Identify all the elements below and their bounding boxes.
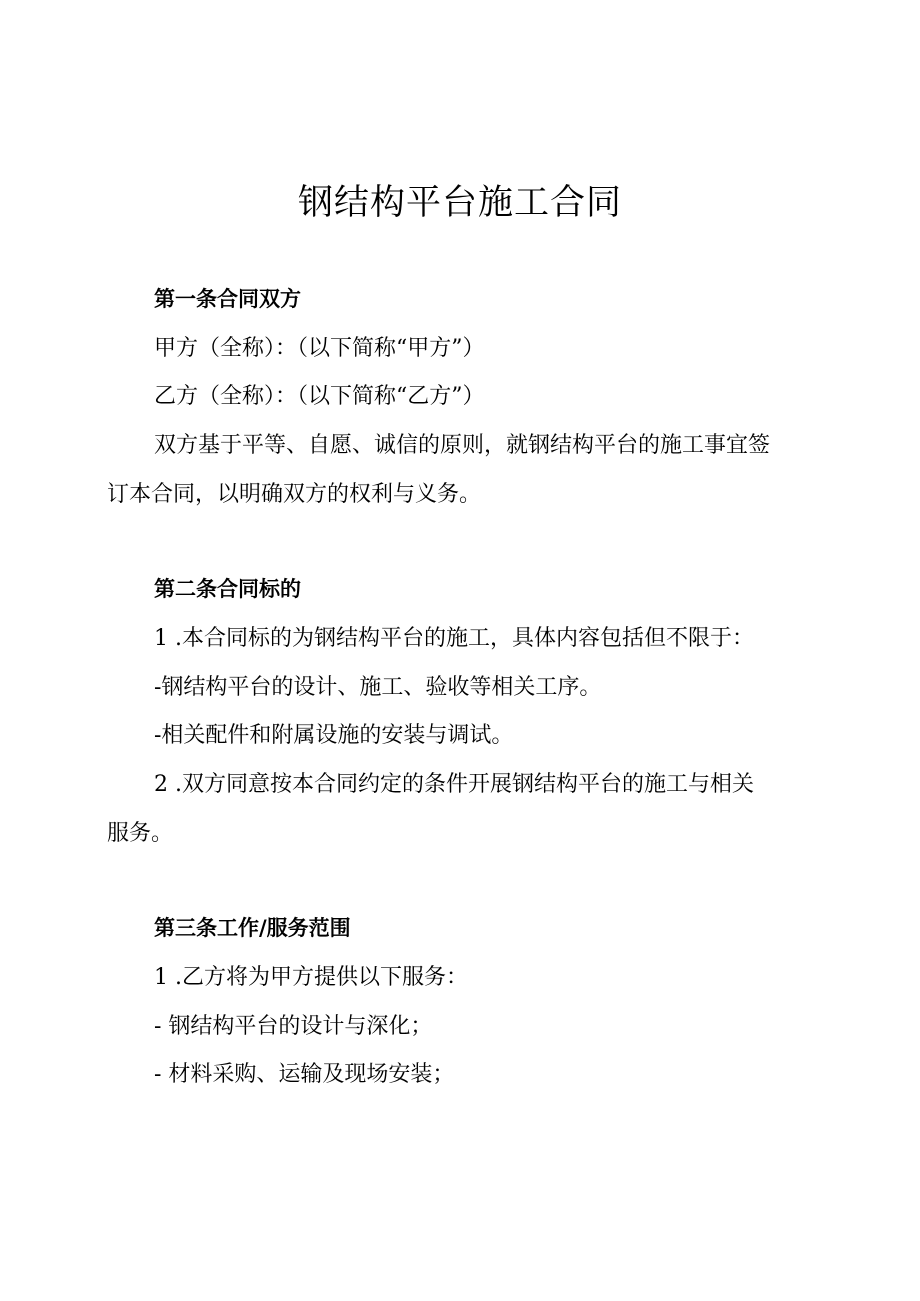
party-b-line: 乙方（全称）：（以下简称“乙方”） [154,384,485,409]
list-item: - 材料采购、运输及现场安装； [154,1062,455,1087]
section-3-heading: 第三条工作/服务范围 [154,916,351,940]
paragraph-line: 服务。 [107,821,174,846]
list-item: 1 .本合同标的为钢结构平台的施工，具体内容包括但不限于： [154,626,754,651]
list-item: -相关配件和附属设施的安装与调试。 [154,723,514,748]
section-2-heading: 第二条合同标的 [154,577,301,601]
paragraph-line: 双方基于平等、自愿、诚信的原则，就钢结构平台的施工事宜签 [154,433,771,458]
paragraph-line: 订本合同，以明确双方的权利与义务。 [107,482,482,507]
party-a-line: 甲方（全称）：（以下简称“甲方”） [154,336,485,361]
document-title: 钢结构平台施工合同 [297,183,622,223]
section-1-heading: 第一条合同双方 [154,287,301,311]
list-item: 1 .乙方将为甲方提供以下服务： [154,965,468,990]
list-item: 2 .双方同意按本合同约定的条件开展钢结构平台的施工与相关 [154,772,754,797]
list-item: -钢结构平台的设计、施工、验收等相关工序。 [154,675,602,700]
list-item: - 钢结构平台的设计与深化； [154,1014,433,1039]
